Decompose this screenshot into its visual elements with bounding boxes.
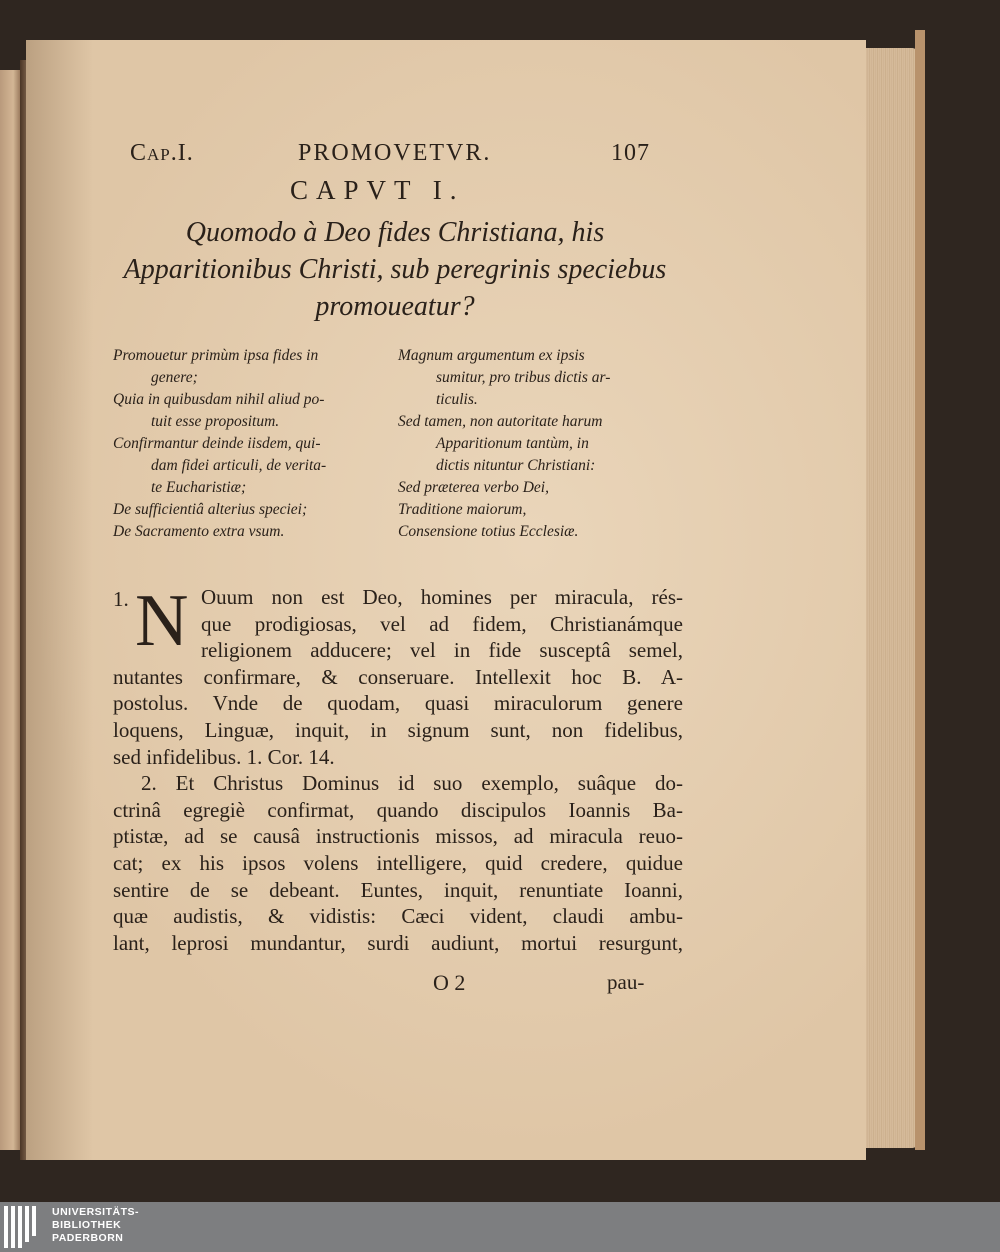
chapter-question: Quomodo à Deo fides Christiana, his Apparitionibus Christi, sub peregrinis speciebus promoueatur? xyxy=(123,217,667,322)
summary-line: sumitur, pro tribus dictis ar- xyxy=(436,369,611,386)
body-line: loquens, Linguæ, inquit, in signum sunt, non fidelibus, xyxy=(113,717,683,742)
page-number: 107 xyxy=(611,140,650,166)
summary-line: Quia in quibusdam nihil aliud po- xyxy=(113,391,325,408)
chapter-title: CAPVT I. xyxy=(290,175,465,205)
running-head xyxy=(130,140,650,176)
body-line: ptistæ, ad se causâ instructionis missos, ad miracula reuo- xyxy=(113,824,683,849)
summary-line: dictis nituntur Christiani: xyxy=(436,457,596,474)
body-line: sed infidelibus. 1. Cor. 14. xyxy=(113,744,335,769)
running-head-chapter: Cap.I. xyxy=(130,140,194,166)
body-line: nutantes confirmare, & conseruare. Intellexit hoc B. A- xyxy=(113,664,683,689)
drop-capital: N xyxy=(135,580,189,662)
body-line: sentire de se debeant. Euntes, inquit, renuntiate Ioanni, xyxy=(113,877,683,902)
body-line: lant, leprosi mundantur, surdi audiunt, mortui resurgunt, xyxy=(113,930,683,955)
body-line: postolus. Vnde de quodam, quasi miraculorum genere xyxy=(113,691,683,716)
summary-line: ticulis. xyxy=(436,391,478,408)
library-name xyxy=(52,1206,139,1245)
library-name-line: BIBLIOTHEK xyxy=(52,1219,122,1231)
body-line: que prodigiosas, vel ad fidem, Christianámque xyxy=(201,611,683,636)
summary-line: te Eucharistiæ; xyxy=(151,479,247,496)
page-edges xyxy=(860,48,918,1148)
body-line: Ouum non est Deo, homines per miracula, rés- xyxy=(201,585,683,609)
summary-line: Apparitionum tantùm, in xyxy=(436,435,589,452)
catchword: pau- xyxy=(607,970,645,994)
cover-edge xyxy=(915,30,925,1150)
body-line: quæ audistis, & vidistis: Cæci vident, claudi ambu- xyxy=(113,904,683,929)
body-line: 2. Et Christus Dominus id suo exemplo, suâque do- xyxy=(141,771,683,796)
library-name-line: UNIVERSITÄTS- xyxy=(52,1206,140,1218)
body-line: religionem adducere; vel in fide susceptâ semel, xyxy=(201,638,683,663)
body-line: ctrinâ egregiè confirmat, quando discipulos Ioannis Ba- xyxy=(113,797,683,822)
left-page-edge xyxy=(0,70,22,1150)
summary-line: Sed præterea verbo Dei, xyxy=(398,479,549,496)
summary-left-column xyxy=(113,345,326,543)
summary-line: Promouetur primùm ipsa fides in xyxy=(113,347,319,364)
paragraph-number: 1. xyxy=(113,587,129,611)
body-line: cat; ex his ipsos volens intelligere, quid credere, quidue xyxy=(113,850,683,875)
summary-right-column xyxy=(398,345,610,543)
summary-line: Consensione totius Ecclesiæ. xyxy=(398,523,579,540)
summary-line: dam fidei articuli, de verita- xyxy=(151,457,327,474)
summary-line: tuit esse propositum. xyxy=(151,413,280,430)
library-name-line: PADERBORN xyxy=(52,1232,124,1244)
summary-line: De sufficientiâ alterius speciei; xyxy=(113,501,308,518)
summary-line: Sed tamen, non autoritate harum xyxy=(398,413,603,430)
summary-line: Confirmantur deinde iisdem, qui- xyxy=(113,435,321,452)
body-text xyxy=(113,580,683,956)
summary-line: genere; xyxy=(151,369,198,386)
summary-line: Magnum argumentum ex ipsis xyxy=(398,347,585,364)
running-head-title: PROMOVETVR. xyxy=(298,140,492,166)
summary-line: Traditione maiorum, xyxy=(398,501,527,518)
signature-mark: O 2 xyxy=(433,970,466,995)
library-footer xyxy=(0,1202,1000,1252)
library-logo-icon xyxy=(4,1206,44,1248)
summary-line: De Sacramento extra vsum. xyxy=(113,523,285,540)
